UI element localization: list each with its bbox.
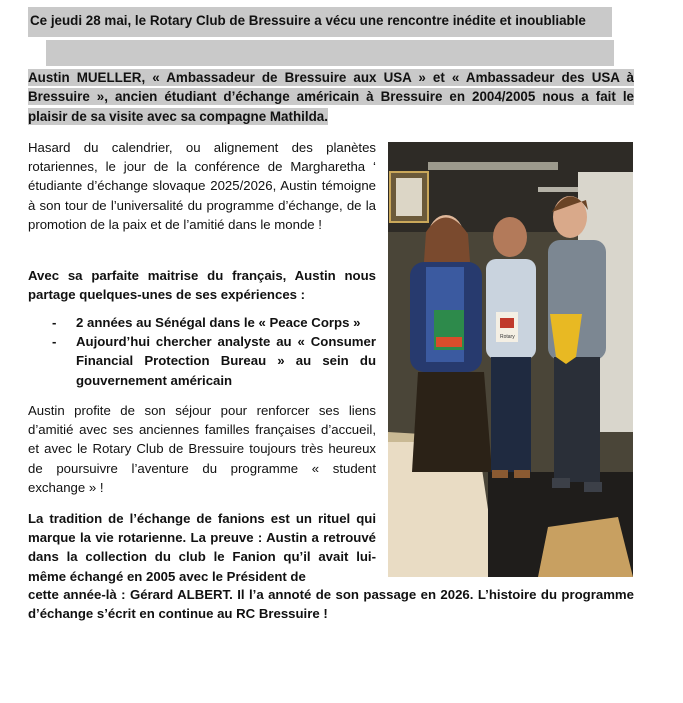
list-item-text: 2 années au Sénégal dans le « Peace Corps » bbox=[76, 315, 361, 330]
list-dash: - bbox=[52, 334, 57, 350]
paragraph-tradition-end: cette année-là : Gérard ALBERT. Il l’a annoté de son passage en 2026. L’histoire du programme d’échange s’écrit en continue au RC Bressuire ! bbox=[28, 587, 634, 622]
list-item bbox=[52, 332, 376, 390]
paragraph-tradition: La tradition de l’échange de fanions est un rituel qui marque la vie rotarienne. La preuve : Austin a retrouvé dans la collection du club le Fanion qu’il avait lui-même échangé en 2005 avec le Président de bbox=[28, 511, 376, 584]
page-title bbox=[28, 7, 612, 37]
paragraph-stay: Austin profite de son séjour pour renforcer ses liens d’amitié avec ses anciennes familles françaises d’accueil, et avec le Rotary Club de Bressuire toujours très heureux de poursuivre l’aventure du programme « student exchange » ! bbox=[28, 403, 376, 495]
title-text: Ce jeudi 28 mai, le Rotary Club de Bressuire a vécu une rencontre inédite et inoubliable bbox=[30, 13, 586, 28]
experience-list bbox=[52, 313, 376, 390]
paragraph-experiences: Avec sa parfaite maitrise du français, Austin nous partage quelques-unes de ses expériences : bbox=[28, 268, 376, 303]
intro-paragraph bbox=[28, 68, 634, 126]
intro-text: Austin MUELLER, « Ambassadeur de Bressuire aux USA » et « Ambassadeur des USA à Bressuire », ancien étudiant d’échange américain à Bressuire en 2004/2005 nous a fait le plaisir de sa visite avec sa compagne Mathilda. bbox=[28, 70, 634, 124]
list-dash: - bbox=[52, 315, 57, 330]
group-photo bbox=[388, 142, 633, 577]
banner-label: Rotary bbox=[500, 334, 515, 340]
list-item-text: Aujourd’hui chercher analyste au « Consumer Financial Protection Bureau » au sein du gouvernement américain bbox=[76, 334, 376, 388]
highlight-spacer bbox=[36, 40, 614, 66]
list-item bbox=[52, 313, 376, 332]
paragraph-calendar: Hasard du calendrier, ou alignement des planètes rotariennes, le jour de la conférence de Margharetha ‘ étudiante d’échange slovaque 2025/2026, Austin témoigne à son tour de l’universalité du programme d’échange, de la promotion de la paix et de l’amitié dans le monde ! bbox=[28, 140, 376, 232]
